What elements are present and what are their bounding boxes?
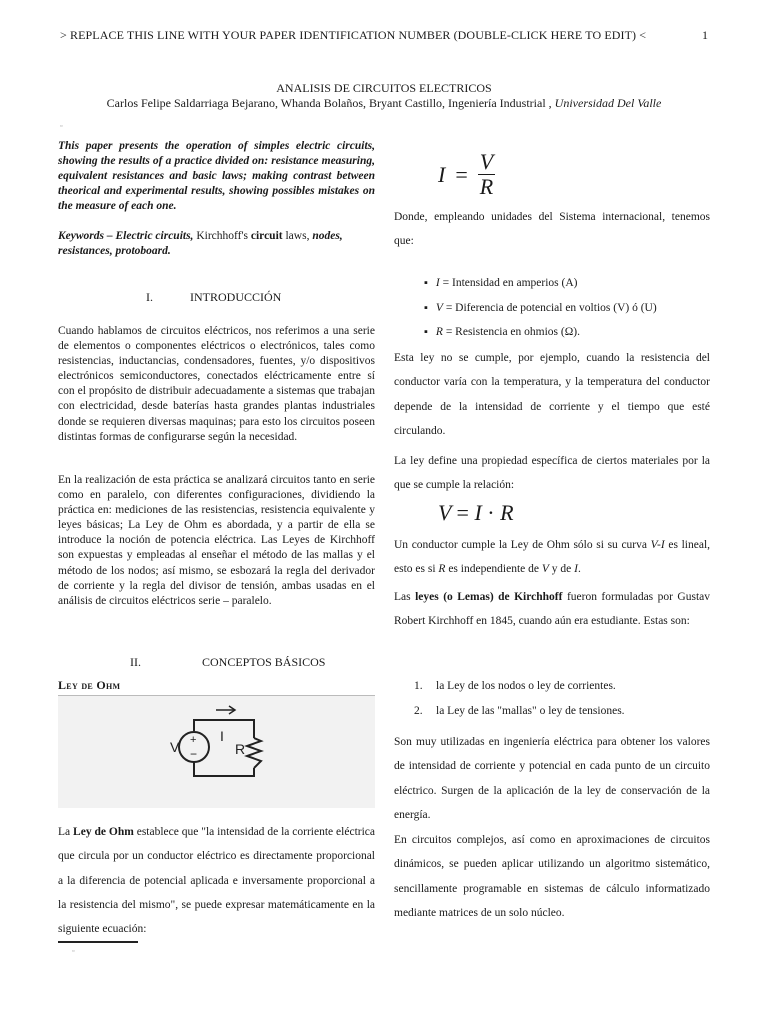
- ohm-para-pre: La: [58, 826, 71, 838]
- footnote-mark: ▫: [72, 947, 75, 955]
- units-list: [424, 271, 657, 345]
- resistor-icon: [247, 738, 261, 768]
- p4-a: Un conductor cumple la Ley de Ohm sólo si su curva: [394, 539, 647, 551]
- wire-bottom: [194, 762, 254, 776]
- symbol-r: R: [435, 326, 443, 339]
- eq2-equals: =: [456, 500, 469, 525]
- symbol-i: I: [435, 277, 440, 289]
- kirchhoff-laws-list: [414, 674, 625, 723]
- eq2-i: I: [474, 500, 482, 525]
- bullet-text: = Diferencia de potencial en voltios (V) ó (U): [445, 301, 657, 314]
- ohm-equation-product: [438, 500, 514, 526]
- keywords-label: Keywords – Electric circuits,: [58, 230, 194, 242]
- intro-paragraph-1: Cuando hablamos de circuitos eléctricos, nos referimos a una serie de elementos o componentes eléctricos o electrónicos, tales como resistencias, inductancias, condensadores, fuentes, y/o dispositivos electrónicos semiconductores, conectados eléctricamente entre sí con el propósito de distribuir adecuadamente a sistemas que trabajan con electricidad, desde baterías hasta grandes plantas industriales donde se requieren diversas maquinas; para esto los circuitos poseen distintas formas de configurarse según la necesidad.: [58, 325, 375, 443]
- eq1-fraction: [478, 150, 495, 199]
- list-number: 2.: [414, 704, 423, 717]
- list-number: 1.: [414, 680, 423, 692]
- eq1-lhs: I: [438, 161, 446, 187]
- p4-b: es lineal, esto es si: [394, 539, 711, 576]
- complex-circuits-paragraph: En circuitos complejos, así como en aproximaciones de circuitos dinámicos, se pueden aplicar utilizando un algoritmo sistemático, sencillamente programable en sistemas de cálculo informatizado mediante matrices de un solo núcleo.: [394, 834, 710, 919]
- p5-post: fueron formuladas por Gustav Robert Kirchhoff en 1845, cuando aún era estudiante. Estas son:: [394, 591, 711, 628]
- eq1-denominator: R: [479, 174, 494, 199]
- list-text: la Ley de las "mallas" o ley de tensiones.: [436, 704, 625, 717]
- p4-e: .: [577, 563, 581, 576]
- list-item: [414, 699, 625, 724]
- p4-i: I: [574, 563, 578, 576]
- list-item: [424, 320, 657, 345]
- author-line: [0, 96, 768, 111]
- ohm-law-heading: Ley de Ohm: [58, 678, 375, 696]
- list-item: [424, 296, 657, 321]
- kirchhoff-paragraph: [394, 585, 710, 634]
- plus-sign: +: [190, 734, 197, 746]
- section-1-number: I.: [146, 290, 153, 304]
- keywords-rest: nodes, resistances, protoboard.: [58, 230, 343, 258]
- eq2-dot: ·: [487, 500, 495, 525]
- symbol-v: V: [435, 301, 443, 314]
- circuit-diagram: [58, 696, 375, 808]
- eq2-r: R: [500, 500, 514, 525]
- affiliation: Universidad Del Valle: [554, 96, 662, 110]
- p4-r: R: [438, 563, 446, 576]
- running-head: > REPLACE THIS LINE WITH YOUR PAPER IDENTIFICATION NUMBER (DOUBLE-CLICK HERE TO EDIT) <: [60, 28, 647, 42]
- section-2-number: II.: [130, 655, 141, 669]
- label-voltage: V: [170, 739, 180, 755]
- footnote-rule: [58, 941, 138, 943]
- eq1-numerator: V: [479, 149, 494, 174]
- ohm-equation-fraction: [438, 150, 495, 199]
- small-mark: ▫: [60, 122, 63, 130]
- eq1-equals: =: [455, 161, 468, 187]
- keyword-laws: laws,: [285, 230, 310, 242]
- label-current: I: [220, 728, 224, 744]
- eq2-v: V: [438, 500, 452, 525]
- keyword-circuit: circuit: [250, 230, 283, 242]
- keyword-kirchhoff: Kirchhoff's: [196, 230, 248, 242]
- section-2-title: CONCEPTOS BÁSICOS: [202, 655, 326, 669]
- usage-paragraph: Son muy utilizadas en ingeniería eléctrica para obtener los valores de intensidad de corriente y potencial en cada punto de un circuito eléctrico. Surgen de la aplicación de la ley de conservación de la energía.: [394, 736, 710, 821]
- ohm-para-bold: Ley de Ohm: [73, 826, 134, 838]
- p4-v: V: [541, 563, 549, 576]
- list-item: [414, 674, 625, 699]
- list-item: [424, 271, 657, 296]
- bullet-text: = Intensidad en amperios (A): [442, 277, 578, 289]
- bullet-text: = Resistencia en ohmios (Ω).: [445, 326, 580, 339]
- property-paragraph: La ley define una propiedad específica de ciertos materiales por la que se cumple la relación:: [394, 455, 710, 492]
- p4-vi: V-I: [650, 539, 665, 551]
- paper-title: ANALISIS DE CIRCUITOS ELECTRICOS: [276, 81, 492, 95]
- p5-pre: Las: [394, 591, 411, 603]
- ohm-law-paragraph: [58, 820, 375, 941]
- ohm-circuit-figure: [58, 696, 375, 808]
- section-1-title: INTRODUCCIÓN: [190, 290, 282, 304]
- p4-c: es independiente de: [448, 563, 539, 576]
- temperature-paragraph: Esta ley no se cumple, por ejemplo, cuando la resistencia del conductor varía con la temperatura, y la temperatura del conductor depende de la intensidad de corriente y el tiempo que esté circulando.: [394, 352, 710, 437]
- list-text: la Ley de los nodos o ley de corrientes.: [436, 680, 616, 692]
- p5-bold: leyes (o Lemas) de Kirchhoff: [415, 591, 563, 603]
- ohm-para-post: establece que "la intensidad de la corriente eléctrica que circula por un conductor eléctrico es directamente proporcional a la diferencia de potencial aplicada e inversamente proporcional a la resistencia del mismo", se puede expresar matemáticamente en la siguiente ecuación:: [58, 826, 375, 936]
- page-number: 1: [702, 28, 708, 42]
- units-intro-paragraph: Donde, empleando unidades del Sistema internacional, tenemos que:: [394, 211, 710, 248]
- keywords: [58, 229, 375, 259]
- label-resistance: R: [235, 741, 246, 757]
- abstract: This paper presents the operation of simples electric circuits, showing the results of a practice divided on: resistance measuring, equivalent resistances and basic laws; making contrast between theorical and experimental results, showing possibles mistakes on the measure of each one.: [58, 140, 375, 213]
- authors: Carlos Felipe Saldarriaga Bejarano, Whanda Bolaños, Bryant Castillo, Ingeniería Industrial ,: [106, 96, 552, 110]
- intro-paragraph-2: En la realización de esta práctica se analizará circuitos tanto en serie como en paralelo, con diferentes configuraciones, dividiendo la práctica en: mediciones de las resistencias, resistencia equivalente y leyes básicas; La Ley de Ohm es abordada, y a partir de ella se introduce la noción de potencia eléctrica. Las Leyes de Kirchhoff son expuestas y empleadas al enseñar el método de las mallas y el método de los nodos; así mismo, se esbozará la regla del derivador de corriente y la regla del divisor de tensión, ambas usadas en el análisis de circuitos eléctricos serie – paralelo.: [58, 474, 375, 607]
- linearity-paragraph: [394, 533, 710, 582]
- p4-d: y de: [551, 563, 572, 576]
- minus-sign: −: [190, 747, 198, 761]
